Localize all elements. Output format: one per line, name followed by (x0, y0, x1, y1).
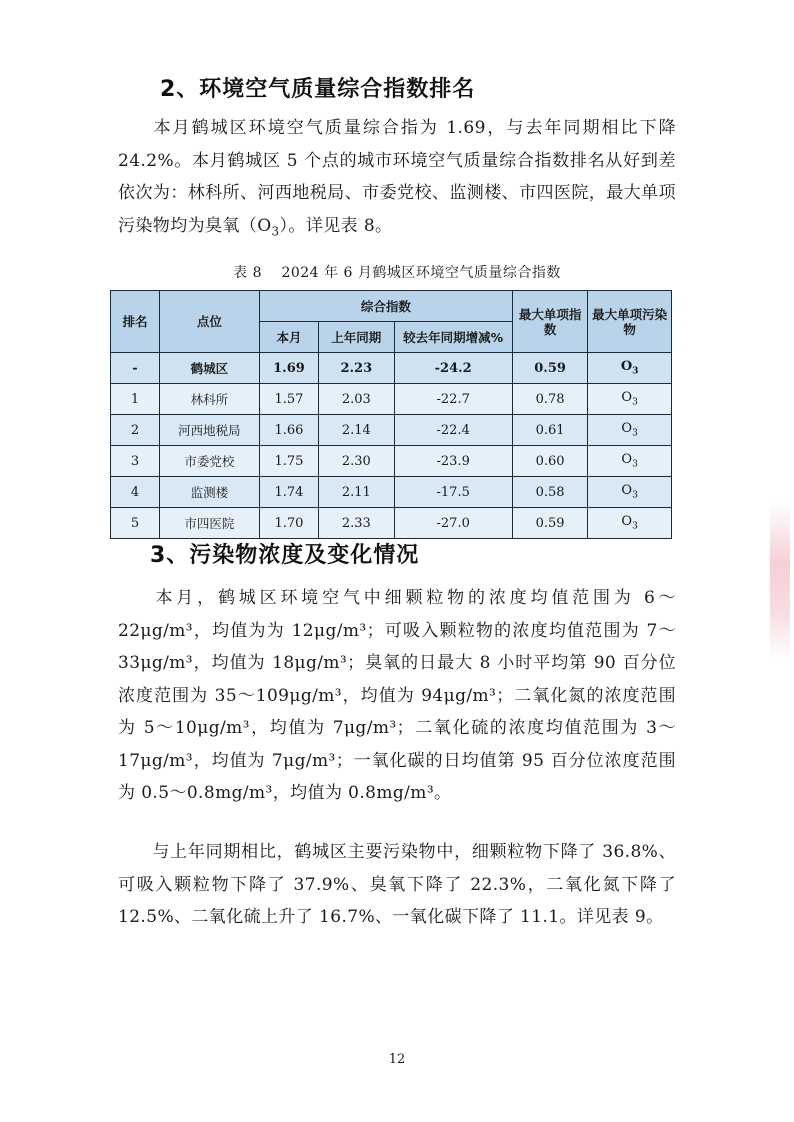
cell-last-year: 2.30 (319, 446, 394, 477)
cell-rank: 3 (111, 446, 160, 477)
cell-change: -27.0 (394, 508, 512, 539)
cell-max-index: 0.61 (512, 415, 587, 446)
cell-rank: - (111, 353, 160, 384)
table-row (111, 508, 672, 539)
cell-pollutant: $O_3$ (588, 415, 672, 446)
cell-last-year: 2.14 (319, 415, 394, 446)
header-composite-index: 综合指数 (259, 291, 512, 322)
cell-max-index: 0.78 (512, 384, 587, 415)
table-row (111, 446, 672, 477)
cell-site: 鹤城区 (159, 353, 259, 384)
header-max-index: 最大单项指数 (512, 291, 587, 353)
table-row (111, 415, 672, 446)
page-number: 12 (388, 1052, 406, 1067)
section-3-text-1: 本月，鹤城区环境空气中细颗粒物的浓度均值范围为 6～22μg/m³，均值为为 12μg/m³；可吸入颗粒物的浓度均值范围为 7～33μg/m³，均值为 18μg/m³；臭氧的日最大 8 小时平均第 90 百分位浓度范围为 35～109μg/m³，均值为 94μg/m³；二氧化氮的浓度范围为 5～10μg/m³，均值为 7μg/m³；二氧化硫的浓度均值范围为 3～17μg/m³，均值为 7μg/m³；一氧化碳的日均值第 95 百分位浓度范围为 0.5～0.8mg/m³，均值为 0.8mg/m³。 (118, 588, 676, 803)
header-rank: 排名 (111, 291, 160, 353)
cell-max-index: 0.59 (512, 508, 587, 539)
cell-change: -22.4 (394, 415, 512, 446)
header-last-year: 上年同期 (319, 322, 394, 353)
cell-change: -23.9 (394, 446, 512, 477)
cell-change: -24.2 (394, 353, 512, 384)
section-3-heading: 3、污染物浓度及变化情况 (150, 543, 420, 568)
cell-max-index: 0.60 (512, 446, 587, 477)
section-2-heading: 2、环境空气质量综合指数排名 (160, 77, 476, 102)
cell-pollutant: $O_3$ (588, 384, 672, 415)
cell-last-year: 2.03 (319, 384, 394, 415)
cell-site: 河西地税局 (159, 415, 259, 446)
header-max-pollutant: 最大单项污染物 (588, 291, 672, 353)
section-3-text-2: 与上年同期相比，鹤城区主要污染物中，细颗粒物下降了 36.8%、可吸入颗粒物下降了 37.9%、臭氧下降了 22.3%，二氧化氮下降了 12.5%、二氧化硫上升了 16.7%、一氧化碳下降了 11.1。详见表 9。 (118, 842, 676, 927)
header-change: 较去年同期增减% (394, 322, 512, 353)
cell-pollutant: $O_3$ (588, 477, 672, 508)
cell-max-index: 0.58 (512, 477, 587, 508)
cell-site: 林科所 (159, 384, 259, 415)
cell-month: 1.70 (259, 508, 318, 539)
header-month: 本月 (259, 322, 318, 353)
cell-site: 监测楼 (159, 477, 259, 508)
cell-rank: 2 (111, 415, 160, 446)
cell-month: 1.57 (259, 384, 318, 415)
cell-month: 1.66 (259, 415, 318, 446)
cell-last-year: 2.33 (319, 508, 394, 539)
section-3-paragraph-1 (118, 582, 676, 810)
table-row (111, 353, 672, 384)
cell-site: 市四医院 (159, 508, 259, 539)
cell-rank: 5 (111, 508, 160, 539)
section-2-paragraph (118, 112, 676, 247)
cell-pollutant: $O_3$ (588, 508, 672, 539)
cell-pollutant: $O_3$ (588, 353, 672, 384)
cell-max-index: 0.59 (512, 353, 587, 384)
header-site: 点位 (159, 291, 259, 353)
cell-change: -17.5 (394, 477, 512, 508)
table-8 (110, 290, 672, 539)
cell-change: -22.7 (394, 384, 512, 415)
ozone-subscript: 3 (271, 223, 280, 238)
cell-month: 1.69 (259, 353, 318, 384)
cell-site: 市委党校 (159, 446, 259, 477)
seal-edge-mark (770, 500, 790, 660)
table-8-caption: 表 8 2024 年 6 月鹤城区环境空气质量综合指数 (233, 265, 561, 281)
cell-last-year: 2.11 (319, 477, 394, 508)
cell-month: 1.74 (259, 477, 318, 508)
section-2-text: 本月鹤城区环境空气质量综合指为 1.69，与去年同期相比下降 24.2%。本月鹤城区 5 个点的城市环境空气质量综合指数排名从好到差依次为：林科所、河西地税局、市委党校、监测楼、市四医院，最大单项污染物均为臭氧（O (118, 118, 676, 236)
section-3-paragraph-2 (118, 836, 676, 934)
section-2-text-end: ）。详见表 8。 (279, 215, 393, 236)
cell-rank: 1 (111, 384, 160, 415)
cell-rank: 4 (111, 477, 160, 508)
table-row (111, 477, 672, 508)
cell-last-year: 2.23 (319, 353, 394, 384)
table-row (111, 384, 672, 415)
cell-month: 1.75 (259, 446, 318, 477)
cell-pollutant: $O_3$ (588, 446, 672, 477)
